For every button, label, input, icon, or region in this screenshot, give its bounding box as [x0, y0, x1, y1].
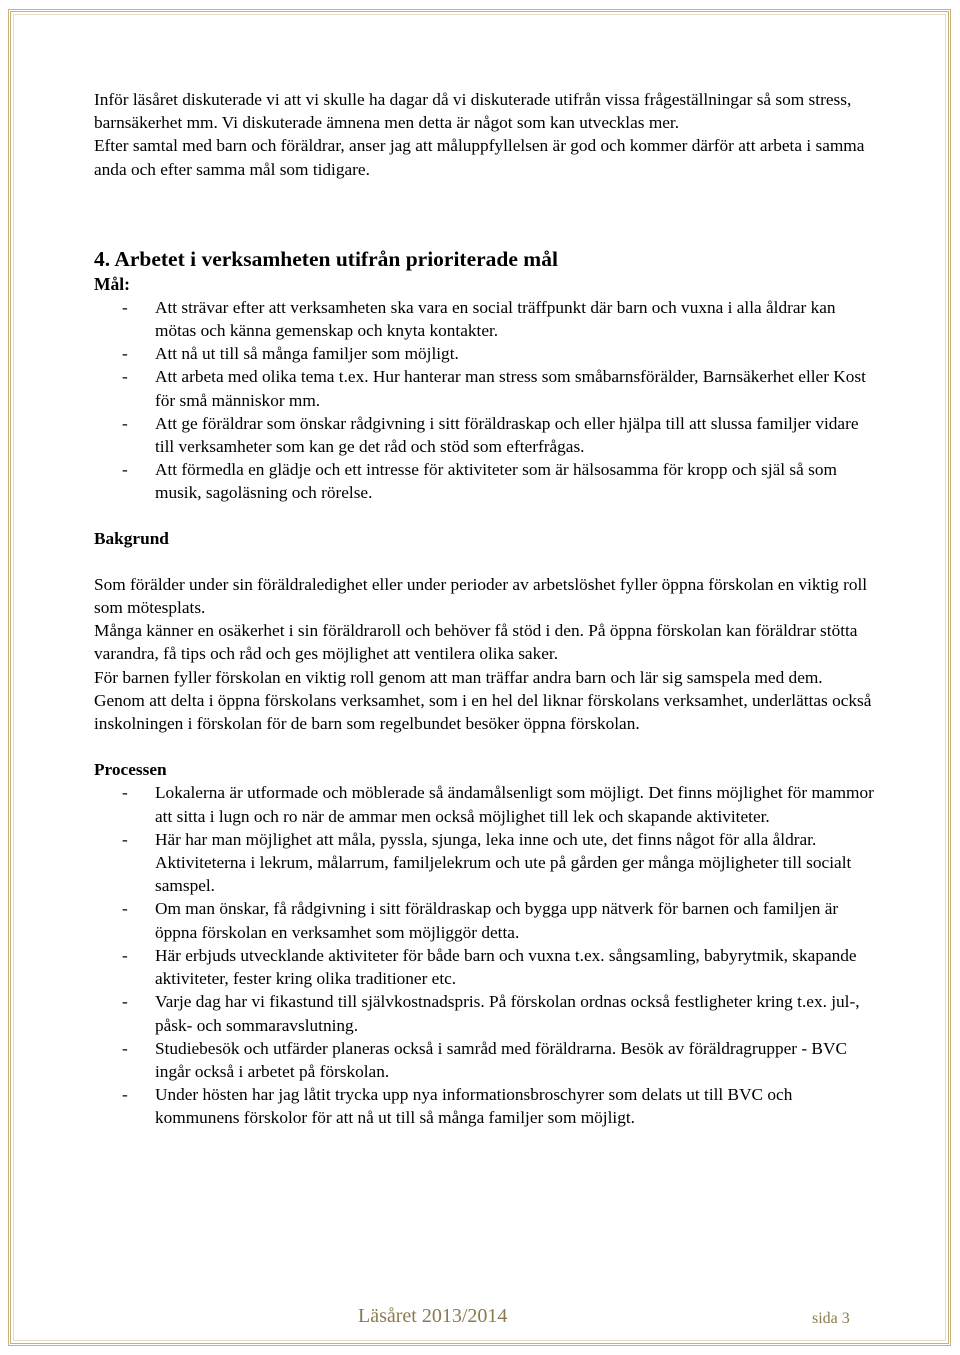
list-item-text: Studiebesök och utfärder planeras också i samråd med föräldrarna. Besök av föräldragrupper - BVC ingår också i arbetet på förskolan.: [155, 1038, 847, 1081]
footer-school-year: Läsåret 2013/2014: [358, 1305, 508, 1327]
list-marker: -: [122, 899, 128, 919]
list-item: [94, 1037, 874, 1083]
page-footer: [0, 1303, 960, 1333]
list-item: [94, 990, 874, 1036]
bakgrund-paragraph-3: För barnen fyller förskolan en viktig roll genom att man träffar andra barn och lär sig samspela med dem. Genom att delta i öppna förskolans verksamhet, som i en hel del liknar förskolans verksamhet, underlättas också inskolningen i förskolan för de barn som regelbundet besöker öppna förskolan.: [94, 667, 872, 734]
section-title: 4. Arbetet i verksamheten utifrån prioriterade mål: [94, 246, 558, 271]
bakgrund-paragraph-2: Många känner en osäkerhet i sin föräldraroll och behöver få stöd i den. På öppna förskolan kan föräldrar stötta varandra, få tips och råd och ges möjlighet att ventilera olika saker.: [94, 621, 858, 664]
list-item: [94, 897, 874, 943]
list-item: [94, 458, 874, 504]
list-item-text: Här erbjuds utvecklande aktiviteter för både barn och vuxna t.ex. sångsamling, babyrytmik, skapande aktiviteter, fester kring olika traditioner etc.: [155, 945, 857, 989]
list-item: [94, 342, 874, 365]
list-item: [94, 1083, 874, 1129]
list-item-text: Att arbeta med olika tema t.ex. Hur hanterar man stress som småbarnsförälder, Barnsäkerhet eller Kost för små människor mm.: [155, 367, 866, 410]
list-item-text: Här har man möjlighet att måla, pyssla, sjunga, leka inne och ute, det finns något för alla åldrar. Aktiviteterna i lekrum, målarrum, familjelekrum och ute på gården ger många möjligheter till socialt samspel.: [155, 829, 852, 896]
list-item-text: Lokalerna är utformade och möblerade så ändamålsenligt som möjligt. Det finns möjlighet för mammor att sitta i lugn och ro när de ammar men också möjlighet till lek och skapande aktiviteter.: [155, 783, 874, 826]
list-marker: -: [122, 1038, 128, 1058]
list-item: [94, 944, 874, 990]
list-item-text: Om man önskar, få rådgivning i sitt föräldraskap och bygga upp nätverk för barnen och familjen är öppna förskolan en verksamhet som möjliggör detta.: [155, 899, 839, 942]
bakgrund-heading: Bakgrund: [94, 528, 169, 548]
goal-label: Mål:: [94, 273, 130, 294]
list-marker: -: [122, 992, 128, 1012]
list-item: [94, 365, 874, 411]
list-item-text: Att nå ut till så många familjer som möjligt.: [155, 344, 459, 364]
list-item: [94, 781, 874, 827]
list-item-text: Att förmedla en glädje och ett intresse för aktiviteter som är hälsosamma för kropp och själ så som musik, sagoläsning och rörelse.: [155, 460, 837, 503]
list-marker: -: [122, 367, 128, 387]
list-item: [94, 296, 874, 342]
page-content: [94, 88, 874, 1130]
list-item-text: Varje dag har vi fikastund till självkostnadspris. På förskolan ordnas också festligheter kring t.ex. jul-, påsk- och sommaravslutning.: [155, 992, 860, 1035]
list-item-text: Att strävar efter att verksamheten ska vara en social träffpunkt där barn och vuxna i alla åldrar kan mötas och känna gemenskap och knyta kontakter.: [155, 297, 836, 341]
goals-list: [94, 296, 874, 505]
intro-paragraph-1: Inför läsåret diskuterade vi att vi skulle ha dagar då vi diskuterade utifrån vissa frågeställningar så som stress, barnsäkerhet mm. Vi diskuterade ämnena men detta är något som kan utvecklas mer.: [94, 90, 852, 133]
list-item-text: Under hösten har jag låtit trycka upp nya informationsbroschyrer som delats ut till BVC och kommunens förskolor för att nå ut till så många familjer som möjligt.: [155, 1085, 793, 1128]
list-marker: -: [122, 1085, 128, 1105]
intro-paragraph-2: Efter samtal med barn och föräldrar, anser jag att måluppfyllelsen är god och kommer därför att arbeta i samma anda och efter samma mål som tidigare.: [94, 136, 865, 179]
bakgrund-paragraph-1: Som förälder under sin föräldraledighet eller under perioder av arbetslöshet fyller öppna förskolan en viktig roll som mötesplats.: [94, 574, 868, 618]
footer-page-number: sida 3: [812, 1310, 850, 1327]
list-marker: -: [122, 460, 128, 480]
processen-heading: Processen: [94, 760, 167, 780]
list-marker: -: [122, 829, 128, 849]
list-marker: -: [122, 413, 128, 433]
list-item: [94, 412, 874, 458]
list-marker: -: [122, 945, 128, 965]
list-marker: -: [122, 344, 128, 364]
list-marker: -: [122, 783, 128, 803]
list-item: [94, 828, 874, 898]
process-list: [94, 781, 874, 1129]
list-item-text: Att ge föräldrar som önskar rådgivning i sitt föräldraskap och eller hjälpa till att slussa familjer vidare till verksamheter som kan ge det råd och stöd som efterfrågas.: [155, 413, 859, 457]
list-marker: -: [122, 297, 128, 317]
